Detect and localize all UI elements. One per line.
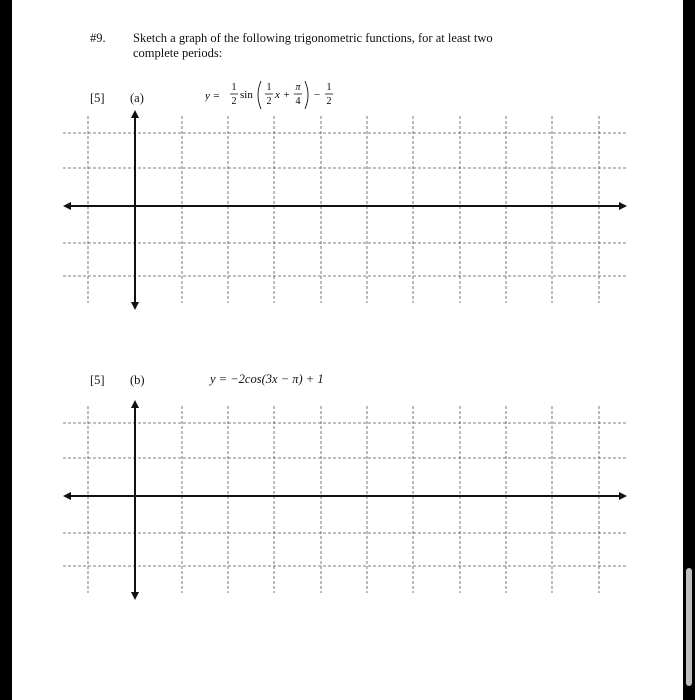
graph-grid-b[interactable] [55,398,635,603]
formula-a-shift-num: 1 [326,82,332,93]
question-text: Sketch a graph of the following trigonometric functions, for at least two complete periods: [133,31,493,60]
y-axis-bottom-arrow [131,302,139,310]
part-a-marks: [5] [90,91,105,105]
formula-a-coef-den: 2 [231,96,237,107]
x-axis-right-arrow [619,202,627,210]
question-number: #9. [90,31,106,45]
graph-grid-a[interactable] [55,108,635,313]
x-axis-left-arrow [63,202,71,210]
x-axis-right-arrow [619,492,627,500]
y-axis-bottom-arrow [131,592,139,600]
part-b-label: (b) [130,373,145,387]
formula-a-lhs: y = [205,90,221,102]
formula-a-phase-den: 4 [295,96,301,107]
formula-a-coef-num: 1 [231,82,237,93]
formula-a-minus: − [314,89,321,101]
left-border [0,0,12,700]
formula-a-inner-num: 1 [266,82,272,93]
formula-a-shift-den: 2 [326,96,332,107]
formula-a-func: sin [240,89,253,101]
x-axis-left-arrow [63,492,71,500]
formula-a-var: x + [275,89,291,101]
scrollbar-thumb[interactable] [686,568,692,686]
y-axis-top-arrow [131,400,139,408]
part-b-formula: y = −2cos(3x − π) + 1 [210,372,324,386]
formula-a-phase-num: π [295,82,301,93]
y-axis-top-arrow [131,110,139,118]
part-b-marks: [5] [90,373,105,387]
formula-a-inner-den: 2 [266,96,272,107]
part-a-label: (a) [130,91,144,105]
